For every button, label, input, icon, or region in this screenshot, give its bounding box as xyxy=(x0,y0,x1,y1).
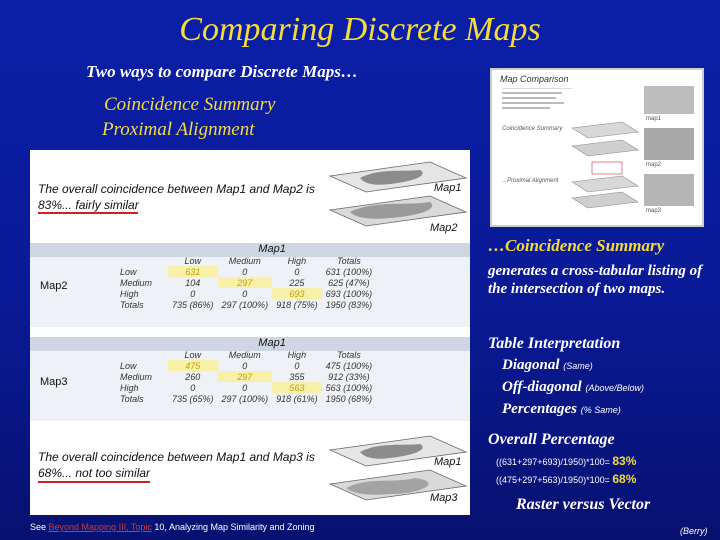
table2-cell: 297 xyxy=(218,371,273,382)
table1-cell: 693 (100%) xyxy=(325,288,373,299)
intro-item-proximal: Proximal Alignment xyxy=(102,119,255,140)
table2-col-low: Low xyxy=(184,349,202,360)
table2-cell: 735 (65%) xyxy=(172,393,214,404)
interpretation-heading: Table Interpretation xyxy=(488,335,621,352)
table2-row-label: Low xyxy=(120,360,137,371)
table2-cell: 260 xyxy=(185,371,201,382)
footer-reference: See Beyond Mapping III, Topic 10, Analyzing Map Similarity and Zoning xyxy=(30,522,315,532)
table-row xyxy=(116,360,376,371)
overall-formula-1: ((631+297+693)/1950)*100= 83% xyxy=(496,454,637,468)
table-row xyxy=(116,266,376,277)
table1-row-label: Low xyxy=(120,266,137,277)
thumbnail-map3-label: map3 xyxy=(646,208,662,214)
table2-cell: 563 (100%) xyxy=(325,382,373,393)
intro-item-coincidence: Coincidence Summary xyxy=(104,94,276,115)
table2-col-high: High xyxy=(287,349,307,360)
stack1-map1-label: Map1 xyxy=(434,182,462,194)
beyond-mapping-link[interactable]: Beyond Mapping III, Topic xyxy=(48,522,152,532)
table1-cell: 1950 (83%) xyxy=(325,299,373,310)
table2-cell: 475 xyxy=(168,360,218,371)
table2-cell: 1950 (68%) xyxy=(325,393,373,404)
table2-map1-header: Map1 xyxy=(258,337,286,349)
table2-row-label: Totals xyxy=(120,393,144,404)
coincidence-figure xyxy=(30,150,470,515)
table-row xyxy=(116,382,376,393)
table1-map1-header: Map1 xyxy=(258,243,286,255)
top-caption-line2: 83%... fairly similar xyxy=(38,198,139,212)
table1-cell: 625 (47%) xyxy=(328,277,370,288)
thumbnail-map2-label: map2 xyxy=(646,162,662,168)
top-caption-line1: The overall coincidence between Map1 and Map2 is xyxy=(38,182,315,196)
table-row xyxy=(116,277,376,288)
intro-line: Two ways to compare Discrete Maps… xyxy=(86,62,358,81)
bottom-caption-line1: The overall coincidence between Map1 and Map3 is xyxy=(38,450,315,464)
table2-row-label: High xyxy=(120,382,139,393)
table2-cell: 563 xyxy=(272,382,322,393)
table1-cell: 297 xyxy=(218,277,273,288)
table2-cell: 0 xyxy=(190,382,196,393)
crosstab-map1-map3 xyxy=(116,337,376,404)
table2-cell: 918 (61%) xyxy=(276,393,318,404)
interp-item-diagonal: Diagonal (Same) xyxy=(502,357,593,373)
table2-cell: 475 (100%) xyxy=(325,360,373,371)
table1-cell: 104 xyxy=(185,277,201,288)
table2-cell: 912 (33%) xyxy=(328,371,370,382)
author-credit: (Berry) xyxy=(680,526,708,536)
map-comparison-thumbnail xyxy=(490,68,704,227)
bottom-caption-line2: 68%... not too similar xyxy=(38,466,151,480)
table1-cell: 735 (86%) xyxy=(172,299,214,310)
table2-cell: 0 xyxy=(294,360,300,371)
bottom-caption-underline xyxy=(38,481,150,483)
table-row xyxy=(116,288,376,299)
table1-cell: 693 xyxy=(272,288,322,299)
thumbnail-map1-label: map1 xyxy=(646,116,662,122)
table2-cell: 0 xyxy=(242,360,248,371)
page-title: Comparing Discrete Maps xyxy=(179,11,541,48)
table1-cell: 297 (100%) xyxy=(221,299,269,310)
table1-cell: 0 xyxy=(242,288,248,299)
table1-cell: 0 xyxy=(294,266,300,277)
table1-cell: 225 xyxy=(289,277,305,288)
coincidence-heading: …Coincidence Summary xyxy=(488,236,665,255)
table1-row-label: Medium xyxy=(120,277,153,288)
table1-cell: 631 xyxy=(168,266,218,277)
table2-row-label: Medium xyxy=(120,371,153,382)
interp-item-percentages: Percentages (% Same) xyxy=(502,401,621,417)
thumbnail-map3-image xyxy=(644,174,694,206)
stack1-map2-label: Map2 xyxy=(430,222,458,234)
overall-percentage-heading: Overall Percentage xyxy=(488,431,615,448)
thumbnail-title: Map Comparison xyxy=(500,74,569,84)
table1-col-medium: Medium xyxy=(228,255,261,266)
table2-map3-label: Map3 xyxy=(40,376,68,388)
table1-row-label: Totals xyxy=(120,299,144,310)
stack2-map1-label: Map1 xyxy=(434,456,462,468)
coincidence-text: generates a cross-tabular listing of the intersection of two maps. xyxy=(488,263,703,297)
table-row xyxy=(116,393,376,404)
interp-item-offdiagonal: Off-diagonal (Above/Below) xyxy=(502,379,645,395)
table2-col-medium: Medium xyxy=(228,349,261,360)
table1-cell: 0 xyxy=(242,266,248,277)
thumbnail-label-proximal: ...Proximal Alignment xyxy=(502,178,559,184)
thumbnail-layers-graphic xyxy=(562,120,642,215)
thumbnail-label-coincidence: Coincidence Summary xyxy=(502,126,563,132)
stack2-map3-label: Map3 xyxy=(430,492,458,504)
table1-cell: 631 (100%) xyxy=(325,266,373,277)
thumbnail-map2-image xyxy=(644,128,694,160)
table1-col-totals: Totals xyxy=(337,255,361,266)
table2-cell: 355 xyxy=(289,371,305,382)
table-row xyxy=(116,299,376,310)
table1-cell: 918 (75%) xyxy=(276,299,318,310)
table1-col-high: High xyxy=(287,255,307,266)
table-row xyxy=(116,371,376,382)
table2-cell: 297 (100%) xyxy=(221,393,269,404)
table1-map2-label: Map2 xyxy=(40,280,68,292)
table1-cell: 0 xyxy=(190,288,196,299)
top-caption-underline xyxy=(38,212,138,214)
table2-cell: 0 xyxy=(242,382,248,393)
table1-col-low: Low xyxy=(184,255,202,266)
table1-row-label: High xyxy=(120,288,139,299)
raster-vector-text: Raster versus Vector xyxy=(516,496,651,513)
crosstab-map1-map2 xyxy=(116,243,376,310)
overall-formula-2: ((475+297+563)/1950)*100= 68% xyxy=(496,472,637,486)
table2-col-totals: Totals xyxy=(337,349,361,360)
thumbnail-map1-image xyxy=(644,86,694,114)
